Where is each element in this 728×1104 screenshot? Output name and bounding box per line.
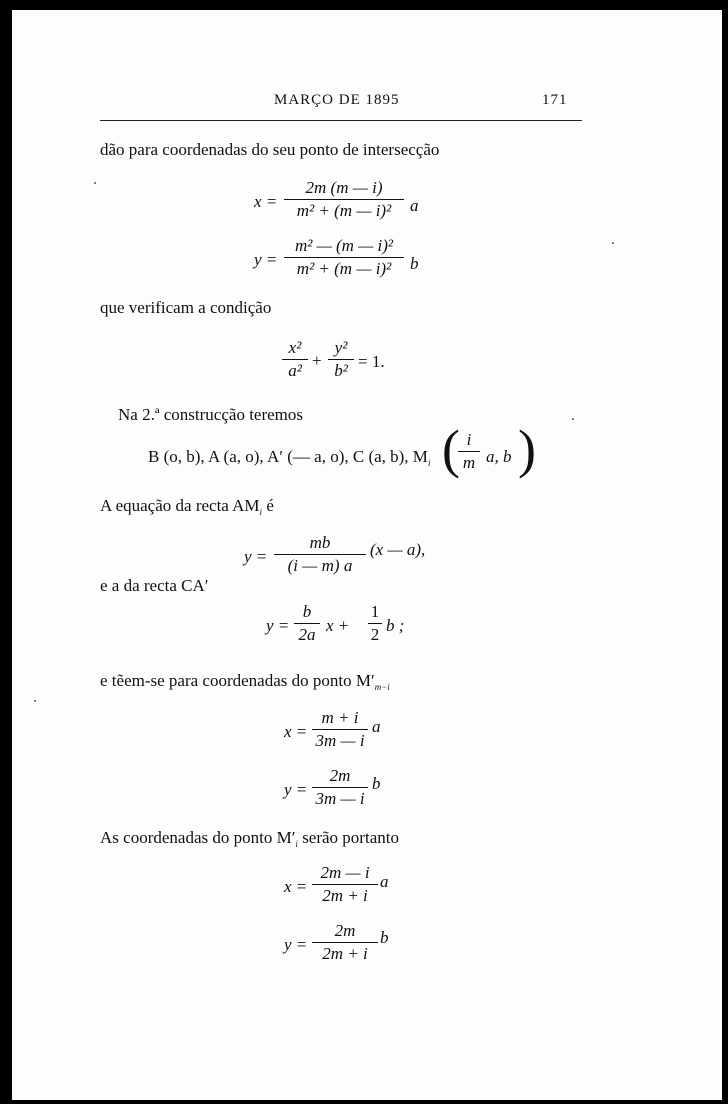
eq5-denominator: (i — m) a [287, 556, 353, 575]
p7-text: As coordenadas do ponto M′ [100, 828, 296, 847]
eq3-num-y: y² [334, 338, 348, 357]
eq3-bar-y [328, 359, 354, 360]
p7-end: serão portanto [297, 828, 399, 847]
p4-text: A equação da recta AM [100, 496, 260, 515]
eq9-tail: a [380, 872, 389, 891]
eq8-numerator: 2m [329, 766, 351, 785]
eq6-fraction-half [368, 602, 382, 645]
eq1-denominator: m² + (m — i)² [296, 201, 392, 220]
eq8-tail: b [372, 774, 381, 793]
eq4-text: B (o, b), A (a, o), A′ (— a, o), C (a, b), M [148, 447, 428, 466]
paper-speck [34, 700, 36, 702]
p4-end: é [262, 496, 274, 515]
paragraph-line-am [100, 496, 274, 517]
eq6-den-b: 2a [298, 625, 316, 644]
paragraph-second-construction: Na 2.ª construcção teremos [118, 405, 304, 424]
eq4-sub: i [427, 458, 431, 468]
eq10-bar [312, 942, 378, 943]
eq6-bar-b [294, 623, 320, 624]
eq6-den-half: 2 [370, 625, 380, 644]
eq5-numerator: mb [309, 533, 331, 552]
eq3-rhs: = 1. [358, 352, 385, 371]
eq6-num-half: 1 [370, 602, 380, 621]
eq9-bar [312, 884, 378, 885]
eq1-bar [284, 199, 404, 200]
eq7-numerator: m + i [321, 708, 359, 727]
eq3-num-x: x² [288, 338, 302, 357]
eq1-lhs: x = [254, 192, 278, 211]
eq7-bar [312, 729, 368, 730]
running-header: MARÇO DE 1895 [274, 92, 400, 108]
eq4-points-text [148, 447, 430, 468]
eq2-bar [284, 257, 404, 258]
eq8-fraction [312, 766, 368, 809]
eq6-mid: x + [326, 616, 350, 635]
eq5-tail: (x — a), [370, 540, 426, 559]
eq9-lhs: x = [284, 877, 308, 896]
eq10-numerator: 2m [334, 921, 356, 940]
eq7-denominator: 3m — i [315, 731, 365, 750]
eq6-num-b: b [302, 602, 312, 621]
eq6-fraction-b [294, 602, 320, 645]
header-rule [100, 120, 582, 121]
eq3-den-y: b² [334, 361, 348, 380]
eq10-denominator: 2m + i [322, 944, 368, 963]
paragraph-line-ca: e a da recta CA′ [100, 576, 209, 595]
eq2-tail: b [410, 254, 419, 273]
p6-sub: m−i [374, 682, 390, 692]
book-page [12, 10, 722, 1100]
eq7-fraction [312, 708, 368, 751]
eq1-fraction [284, 178, 404, 221]
eq7-tail: a [372, 717, 381, 736]
eq1-numerator: 2m (m — i) [305, 178, 383, 197]
eq4-inner-bar [458, 451, 480, 452]
eq8-lhs: y = [284, 780, 308, 799]
eq8-denominator: 3m — i [315, 789, 365, 808]
eq3-fraction-x [282, 338, 308, 381]
paragraph-condition: que verificam a condição [100, 298, 272, 317]
p7-sub: i [295, 839, 298, 849]
eq6-lhs: y = [266, 616, 290, 635]
paper-speck [94, 182, 96, 184]
paper-speck [572, 418, 574, 420]
paper-speck [612, 242, 614, 244]
eq3-plus: + [312, 351, 322, 370]
eq3-bar-x [282, 359, 308, 360]
eq5-bar [274, 554, 366, 555]
eq4-inner-num: i [466, 430, 472, 449]
p6-text: e tẽem-se para coordenadas do ponto M′ [100, 671, 375, 690]
eq9-fraction [312, 863, 378, 906]
eq3-den-x: a² [288, 361, 302, 380]
eq5-lhs: y = [244, 547, 268, 566]
eq8-bar [312, 787, 368, 788]
eq1-tail: a [410, 196, 419, 215]
eq6-tail: b ; [386, 616, 405, 635]
eq7-lhs: x = [284, 722, 308, 741]
eq2-denominator: m² + (m — i)² [296, 259, 392, 278]
eq6-bar-half [368, 623, 382, 624]
page-number: 171 [542, 92, 568, 108]
eq4-right-paren: ) [518, 419, 536, 479]
paragraph-intersection: dão para coordenadas do seu ponto de intersecção [100, 140, 440, 159]
eq2-numerator: m² — (m — i)² [294, 236, 394, 255]
eq2-fraction [284, 236, 404, 279]
eq4-inner-den: m [462, 453, 476, 472]
eq3-fraction-y [328, 338, 354, 381]
eq9-numerator: 2m — i [320, 863, 370, 882]
eq4-inner-tail: a, b [486, 447, 512, 466]
eq2-lhs: y = [254, 250, 278, 269]
eq9-denominator: 2m + i [322, 886, 368, 905]
eq5-fraction [274, 533, 366, 576]
p4-sub: i [259, 507, 263, 517]
paragraph-point-m-i [100, 828, 399, 849]
eq4-left-paren: ( [442, 419, 460, 479]
eq4-inner-fraction [458, 430, 480, 473]
eq10-lhs: y = [284, 935, 308, 954]
eq10-tail: b [380, 928, 389, 947]
paragraph-point-m-m-i [100, 671, 390, 692]
eq10-fraction [312, 921, 378, 964]
